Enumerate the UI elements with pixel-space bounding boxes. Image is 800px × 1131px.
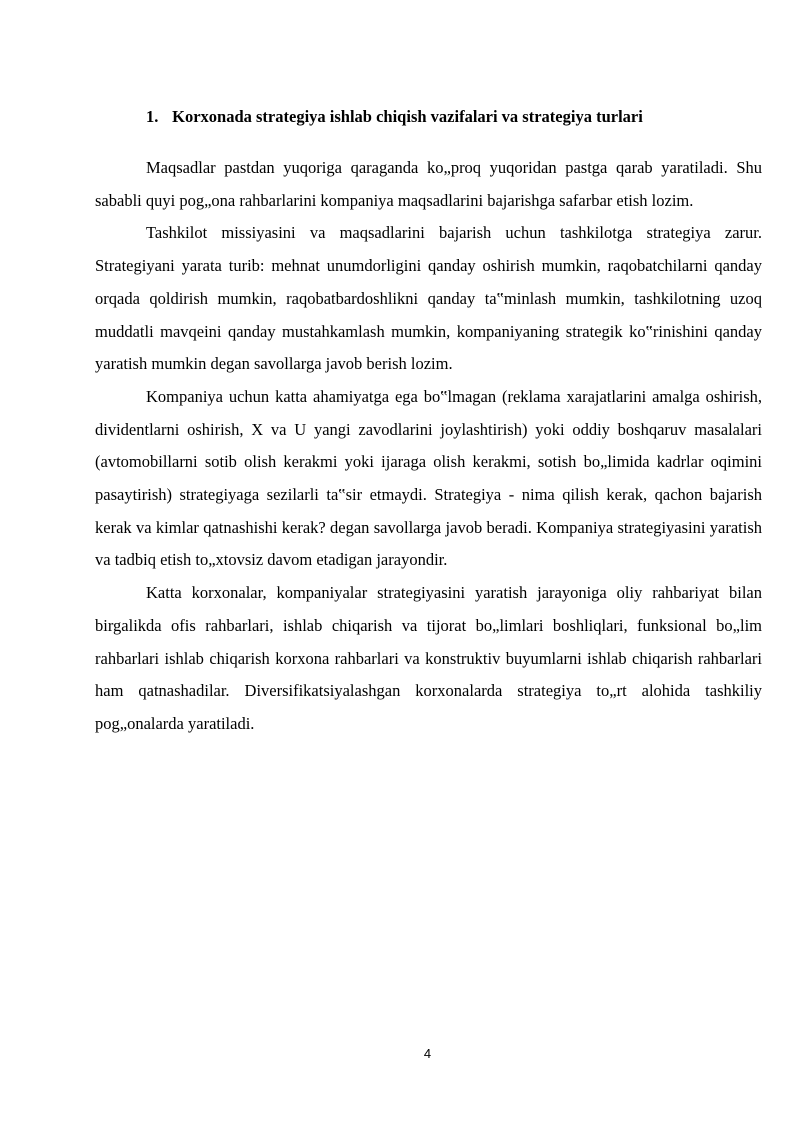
section-heading [146,106,766,128]
paragraph-2: Tashkilot missiyasini va maqsadlarini bajarish uchun tashkilotga strategiya zarur. Strategiyani yarata turib: mehnat unumdorligini qanday oshirish mumkin, raqobatchilarni qanday orqada qoldirish mumkin, raqobatbardoshlikni qanday ta‟minlash mumkin, tashkilotning uzoq muddatli mavqeini qanday mustahkamlash mumkin, kompaniyaning strategik ko‟rinishini qanday yaratish mumkin degan savollarga javob berish lozim. [95,223,762,374]
paragraph-4: Katta korxonalar, kompaniyalar strategiyasini yaratish jarayoniga oliy rahbariyat bilan birgalikda ofis rahbarlari, ishlab chiqarish va tijorat bo„limlari boshliqlari, funksional bo„lim rahbarlari ishlab chiqarish korxona rahbarlari va konstruktiv buyumlarni ishlab chiqarish rahbarlari ham qatnashadilar. Diversifikatsiyalashgan korxonalarda strategiya to„rt alohida tashkiliy pog„onalarda yaratiladi. [95,583,762,733]
paragraph-1: Maqsadlar pastdan yuqoriga qaraganda ko„proq yuqoridan pastga qarab yaratiladi. Shu sababli quyi pog„ona rahbarlarini kompaniya maqsadlarini bajarishga safarbar etish lozim. [95,158,762,210]
section-number: 1. [146,107,159,126]
body-text [95,152,762,741]
page-number: 4 [423,1046,432,1061]
section-title: Korxonada strategiya ishlab chiqish vazifalari va strategiya turlari [172,107,643,126]
paragraph-3: Kompaniya uchun katta ahamiyatga ega bo‟lmagan (reklama xarajatlarini amalga oshirish, dividentlarni oshirish, X va U yangi zavodlarini joylashtirish) yoki oddiy boshqaruv masalalari (avtomobillarni sotib olish kerakmi yoki ijaraga olish kerakmi, sotish bo„limida kadrlar oqimini pasaytirish) strategiyaga sezilarli ta‟sir etmaydi. Strategiya - nima qilish kerak, qachon bajarish kerak va kimlar qatnashishi kerak? degan savollarga javob beradi. Kompaniya strategiyasini yaratish va tadbiq etish to„xtovsiz davom etadigan jarayondir. [95,386,762,570]
